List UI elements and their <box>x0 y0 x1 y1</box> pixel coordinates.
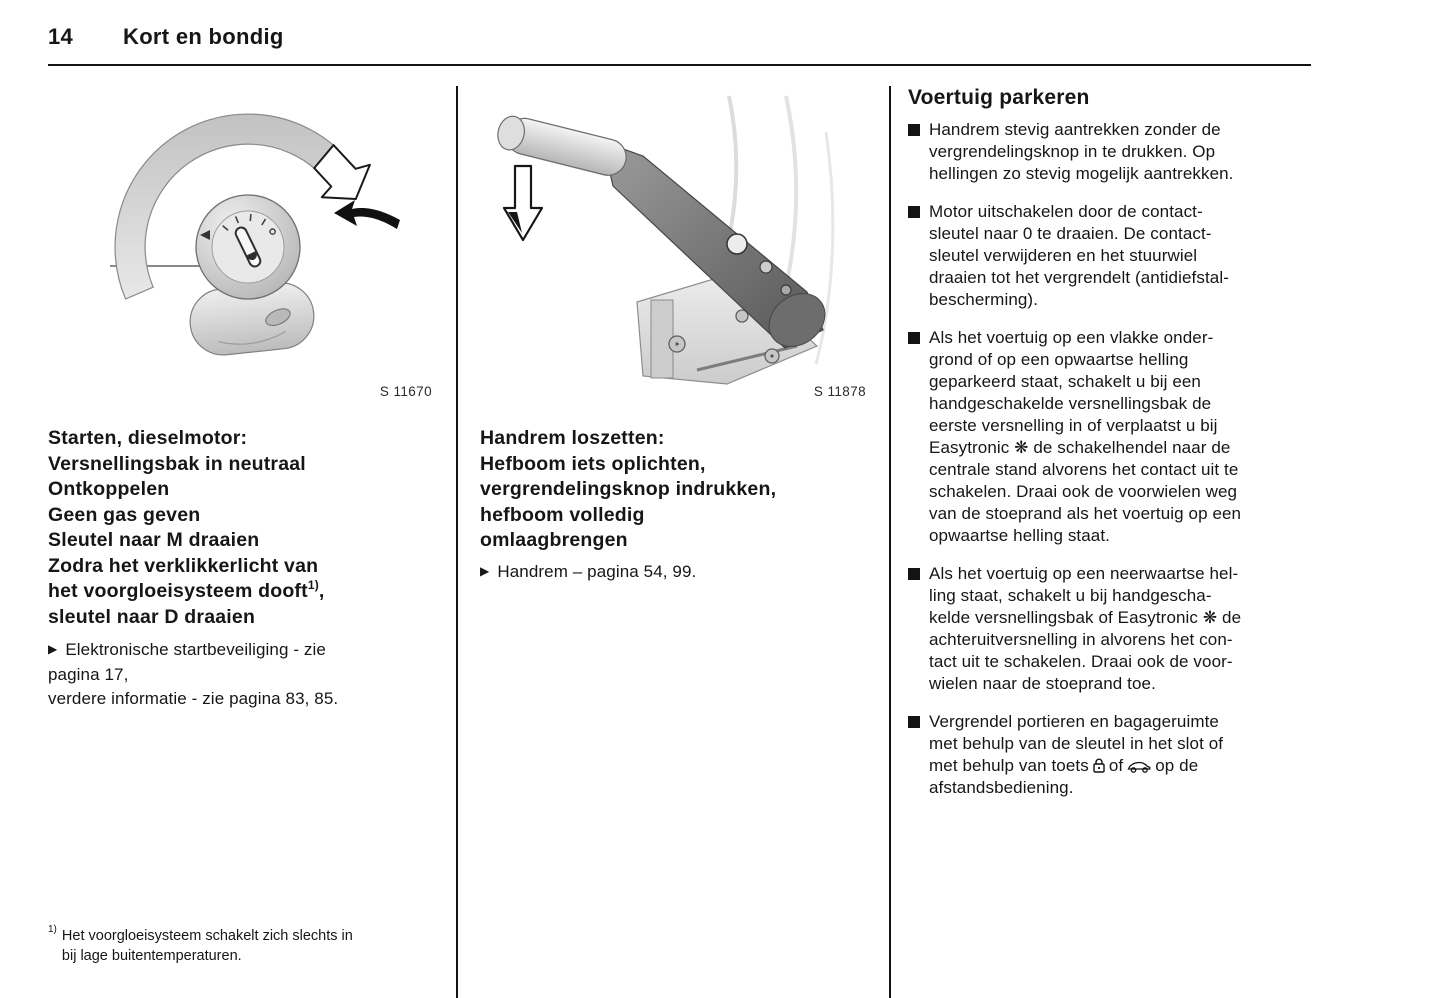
section-title: Voertuig parkeren <box>908 86 1090 109</box>
column-divider <box>456 86 458 998</box>
ignition-switch-illustration <box>100 94 440 386</box>
handrem-reference: ▶ Handrem – pagina 54, 99. <box>480 560 696 585</box>
triangle-bullet-icon: ▶ <box>480 564 490 578</box>
column-divider <box>889 86 891 998</box>
startbeveiliging-reference: ▶ Elektronische startbeveiliging - zie pagina 17, verdere informatie - zie pagina 83, 85. <box>48 638 338 711</box>
header-rule <box>48 64 1311 66</box>
bullet-item: Als het voertuig op een neerwaartse hel- ling staat, schakelt u bij handgescha- kelde versnellingsbak of Easytronic ❋ de achteruitversnelling in alvorens het con- tact uit te schakelen. Draai ook de voor- wielen naar de stoeprand toe. <box>908 563 1322 695</box>
square-bullet-icon <box>908 716 920 728</box>
return-counterclockwise-arrow-icon <box>334 200 400 229</box>
bullet-item: Motor uitschakelen door de contact- sleutel naar 0 te draaien. De contact- sleutel verwijderen en het stuurwiel draaien tot het vergrendelt (antidiefstal- bescherming). <box>908 201 1322 311</box>
square-bullet-icon <box>908 124 920 136</box>
triangle-bullet-icon: ▶ <box>48 642 58 656</box>
starten-dieselmotor-heading: Starten, dieselmotor: Versnellingsbak in neutraal Ontkoppelen Geen gas geven Sleutel naar M draaien Zodra het verklikkerlicht van het voorgloeisysteem dooft$^{1)}$, sleutel naar D draaien <box>48 427 325 628</box>
square-bullet-icon <box>908 206 920 218</box>
lock-icon <box>1093 758 1105 773</box>
figure-caption: S 11670 <box>379 384 432 399</box>
handrem-loszetten-heading: Handrem loszetten: Hefboom iets oplichten, vergrendelingsknop indrukken, hefboom volledig omlaagbrengen <box>480 427 777 551</box>
square-bullet-icon <box>908 332 920 344</box>
parkeren-bullet-list <box>908 119 1322 815</box>
heading-line-with-footnote: het voorgloeisysteem dooft$^{1)}$, <box>48 577 325 602</box>
page-header <box>48 24 284 50</box>
square-bullet-icon <box>908 568 920 580</box>
handbrake-illustration <box>485 94 870 390</box>
bullet-item: Als het voertuig op een vlakke onder- grond of op een opwaartse helling geparkeerd staat, schakelt u bij een handgeschakelde versnellingsbak de eerste versnelling in of verplaatst u bij Easytronic ❋ de schakelhendel naar de centrale stand alvorens het contact uit te schakelen. Draai ook de voorwielen weg van de stoeprand als het voertuig op een opwaartse helling staat. <box>908 327 1322 547</box>
ignition-knob-shape <box>196 195 300 299</box>
remote-buttons-line: met behulp van toets of op de <box>929 756 1199 775</box>
bullet-item: Vergrendel portieren en bagageruimte met behulp van de sleutel in het slot of met behulp van toets of op de afstandsbediening. <box>908 711 1322 799</box>
down-arrow-icon <box>504 166 542 240</box>
figure-caption: S 11878 <box>813 384 866 399</box>
page-number: 14 <box>48 24 74 49</box>
page-title: Kort en bondig <box>123 24 284 49</box>
footnote: $^{1)}$ Het voorgloeisysteem schakelt zich slechts in bij lage buitentemperaturen. <box>48 926 353 966</box>
bullet-item: Handrem stevig aantrekken zonder de vergrendelingsknop in te drukken. Op hellingen zo stevig mogelijk aantrekken. <box>908 119 1322 185</box>
footnote-marker: 1) <box>48 924 57 935</box>
car-icon <box>1127 760 1151 773</box>
